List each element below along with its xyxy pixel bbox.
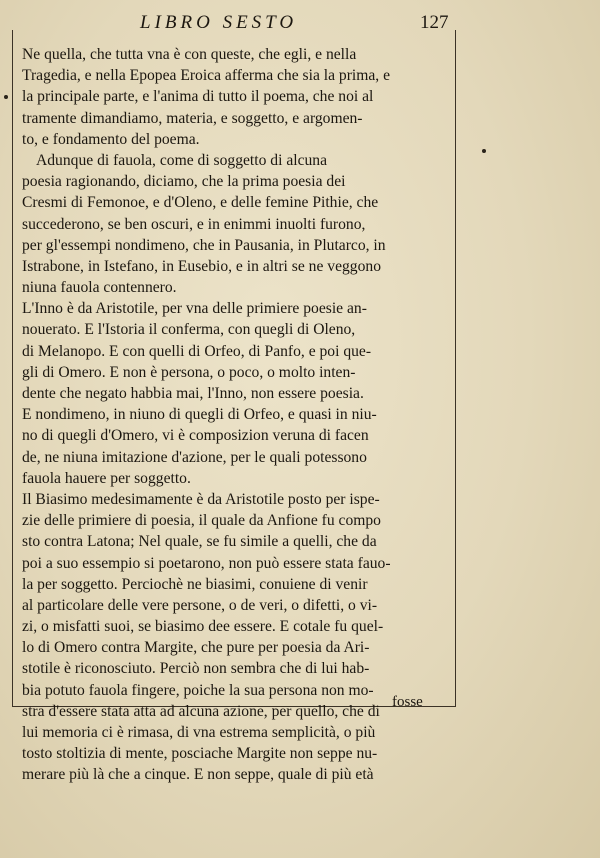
text-line: bia potuto fauola fingere, poiche la sua persona non mo- — [22, 681, 374, 699]
margin-ink-dot — [4, 95, 8, 99]
text-line: nouerato. E l'Istoria il conferma, con quegli di Oleno, — [22, 321, 356, 339]
text-line: Adunque di fauola, come di soggetto di alcuna — [36, 151, 328, 169]
text-line: lo di Omero contra Margite, che pure per poesia da Ari- — [22, 639, 370, 657]
text-line: lui memoria ci è rimasa, di vna estrema semplicità, o più — [22, 724, 376, 741]
body-text — [22, 44, 452, 786]
text-line: niuna fauola contennero. — [22, 279, 177, 297]
page-number: 127 — [420, 12, 449, 33]
text-line: gli di Omero. E non è persona, o poco, o molto inten- — [22, 363, 356, 381]
text-line: sto contra Latona; Nel quale, se fu simile a quelli, che da — [22, 533, 377, 551]
text-line: zie delle primiere di poesia, il quale da Anfione fu compo — [22, 512, 381, 530]
text-line: la principale parte, e l'anima di tutto il poema, che noi al — [22, 88, 374, 106]
running-head: LIBRO SESTO — [140, 12, 298, 33]
text-line: to, e fondamento del poema. — [22, 130, 200, 148]
text-line: Cresmi di Femonoe, e d'Oleno, e delle femine Pithie, che — [22, 194, 379, 212]
text-line: tramente dimandiamo, materia, e soggetto, e argomen- — [22, 109, 363, 127]
text-line: fauola hauere per soggetto. — [22, 469, 191, 487]
text-line: al particolare delle vere persone, o de veri, o difetti, o vi- — [22, 596, 378, 614]
text-line: di Melanopo. E con quelli di Orfeo, di Panfo, e poi que- — [22, 342, 372, 360]
text-line: L'Inno è da Aristotile, per vna delle primiere poesie an- — [22, 300, 367, 318]
text-line: stra d'essere stata atta ad alcuna azione, per quello, che di — [22, 702, 380, 720]
text-line: succederono, se ben oscuri, e in enimmi inuolti furono, — [22, 215, 366, 233]
text-line: Ne quella, che tutta vna è con queste, che egli, e nella — [22, 46, 357, 63]
text-line: Tragedia, e nella Epopea Eroica afferma che sia la prima, e — [22, 67, 391, 85]
text-line: Il Biasimo medesimamente è da Aristotile posto per ispe- — [22, 490, 380, 508]
text-line: poesia ragionando, diciamo, che la prima poesia dei — [22, 173, 346, 191]
text-line: tosto stoltizia di mente, posciache Margite non seppe nu- — [22, 745, 378, 763]
text-line: de, ne niuna imitazione d'azione, per le quali potessono — [22, 448, 367, 466]
text-line: merare più là che a cinque. E non seppe, quale di più età — [22, 766, 374, 784]
text-line: per gl'essempi nondimeno, che in Pausania, in Plutarco, in — [22, 236, 386, 254]
text-line: no di quegli d'Omero, vi è composizion veruna di facen — [22, 427, 369, 445]
text-line: Istrabone, in Istefano, in Eusebio, e in altri se ne veggono — [22, 257, 381, 275]
catchword: fosse — [392, 694, 423, 710]
margin-ink-dot — [482, 149, 486, 153]
text-line: zi, o misfatti suoi, se biasimo dee essere. E cotale fu quel- — [22, 618, 384, 636]
text-line: stotile è riconosciuto. Perciò non sembra che di lui hab- — [22, 660, 370, 678]
text-line: E nondimeno, in niuno di quegli di Orfeo, e quasi in niu- — [22, 406, 377, 424]
text-line: dente che negato habbia mai, l'Inno, non essere poesia. — [22, 385, 364, 402]
text-line: poi a suo essempio si poetarono, non può essere stata fauo- — [22, 554, 391, 572]
text-line: la per soggetto. Perciochè ne biasimi, conuiene di venir — [22, 575, 368, 593]
